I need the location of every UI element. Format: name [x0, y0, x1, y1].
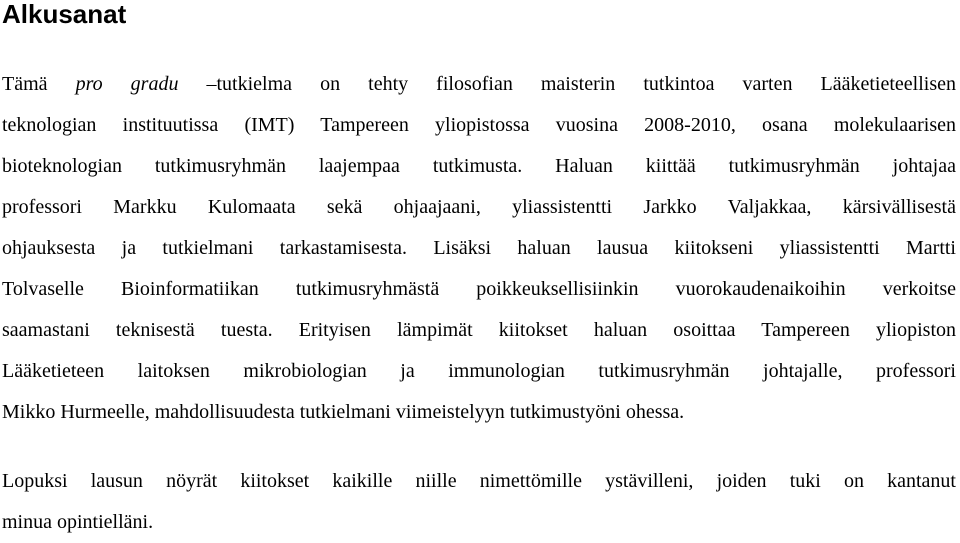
text-line: ohjauksesta ja tutkielmani tarkastamisesta. Lisäksi haluan lausua kiitokseni yliassistentti Martti	[2, 237, 956, 259]
line-text: Tämä	[2, 73, 76, 95]
text-line: Lääketieteen laitoksen mikrobiologian ja immunologian tutkimusryhmän johtajalle, professori	[2, 360, 956, 382]
text-line	[2, 64, 956, 105]
text-line: professori Markku Kulomaata sekä ohjaajaani, yliassistentti Jarkko Valjakkaa, kärsivällisestä	[2, 196, 956, 218]
text-line: Mikko Hurmeelle, mahdollisuudesta tutkielmani viimeistelyyn tutkimustyöni ohessa.	[2, 401, 685, 423]
text-line: minua opintielläni.	[2, 511, 154, 533]
text-line: bioteknologian tutkimusryhmän laajempaa tutkimusta. Haluan kiittää tutkimusryhmän johtajaa	[2, 155, 956, 177]
closing-paragraph	[2, 461, 956, 543]
page-title: Alkusanat	[2, 0, 127, 29]
text-line: teknologian instituutissa (IMT) Tampereen yliopistossa vuosina 2008-2010, osana molekulaarisen	[2, 114, 956, 136]
italic-term: pro gradu	[75, 73, 179, 95]
text-line: Lopuksi lausun nöyrät kiitokset kaikille niille nimettömille ystävilleni, joiden tuki on kantanut	[2, 470, 956, 492]
line-text: –tutkielma on tehty filosofian maisterin tutkintoa varten Lääketieteellisen	[178, 73, 956, 95]
text-line: saamastani teknisestä tuesta. Erityisen lämpimät kiitokset haluan osoittaa Tampereen yliopiston	[2, 319, 956, 341]
text-line: Tolvaselle Bioinformatiikan tutkimusryhmästä poikkeuksellisiinkin vuorokaudenaikoihin verkoitse	[2, 278, 956, 300]
acknowledgement-paragraph	[2, 64, 956, 433]
